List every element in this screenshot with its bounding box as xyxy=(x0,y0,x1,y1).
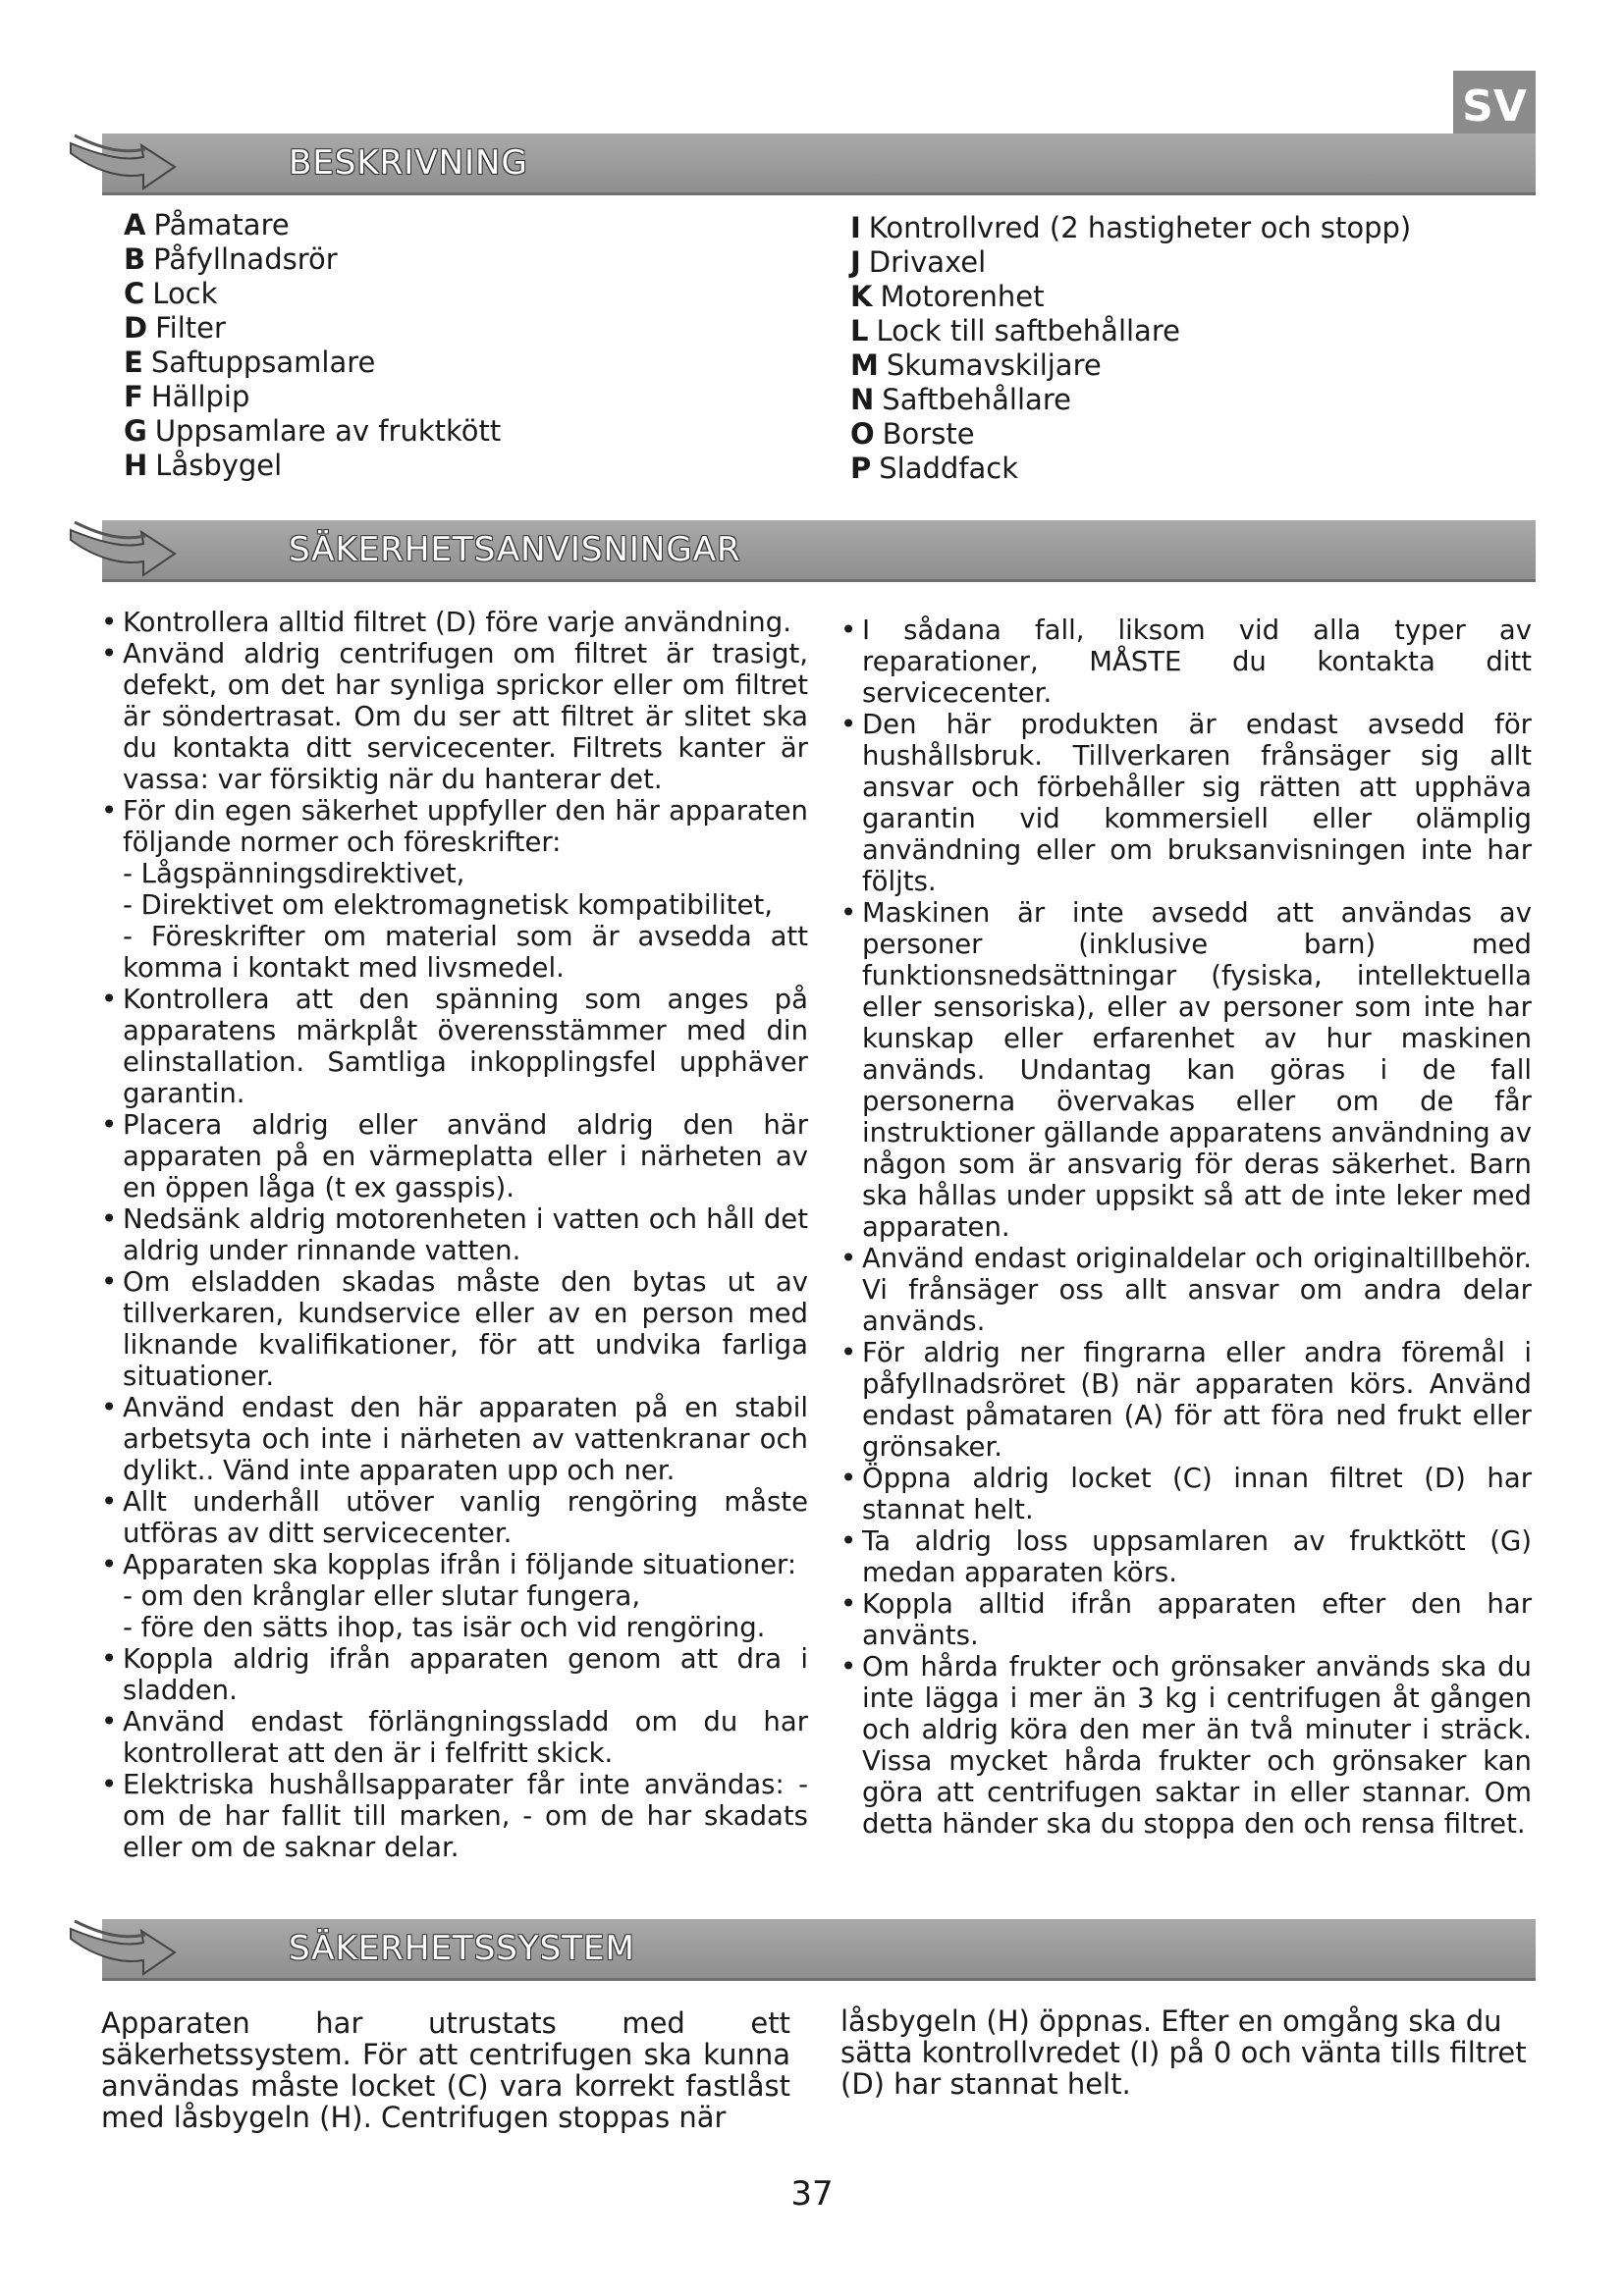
list-item: • Om hårda frukter och grönsaker används ska du inte lägga i mer än 3 kg i centrifugen åt gången och aldrig köra den mer än två minuter i sträck. Vissa mycket hårda frukter och grönsaker kan göra att centrifugen saktar in eller stannar. Om detta händer ska du stoppa den och rensa filtret. xyxy=(840,1651,1532,1840)
list-item: • Använd endast originaldelar och originaltillbehör. Vi frånsäger oss allt ansvar om andra delar används. xyxy=(840,1243,1532,1337)
list-item: • Koppla alltid ifrån apparaten efter den har använts. xyxy=(840,1588,1532,1651)
list-item: • Apparaten ska kopplas ifrån i följande situationer: xyxy=(101,1549,808,1580)
list-item: H Låsbygel xyxy=(124,449,283,482)
list-item: I Kontrollvred (2 hastigheter och stopp) xyxy=(850,211,1412,244)
list-item: G Uppsamlare av fruktkött xyxy=(124,414,502,448)
safety-column-left xyxy=(101,607,808,1863)
list-item: N Saftbehållare xyxy=(850,383,1071,416)
list-item: • Elektriska hushållsapparater får inte användas: - om de har fallit till marken, - om de har skadats eller om de saknar delar. xyxy=(101,1769,808,1863)
section-header-sakerhetsanvisningar xyxy=(102,520,1536,582)
list-subitem: - Direktivet om elektromagnetisk kompatibilitet, xyxy=(123,889,773,921)
list-item: M Skumavskiljare xyxy=(850,348,1102,382)
list-item: • Om elsladden skadas måste den bytas ut av tillverkaren, kundservice eller av en person med liknande kvalifikationer, för att undvika farliga situationer. xyxy=(101,1266,808,1392)
arrow-icon xyxy=(65,1913,183,1982)
list-item: • För aldrig ner fingrarna eller andra föremål i påfyllnadsröret (B) när apparaten körs. Använd endast påmataren (A) för att föra ned frukt eller grönsaker. xyxy=(840,1337,1532,1463)
list-item: F Hällpip xyxy=(124,380,250,413)
list-item: • Allt underhåll utöver vanlig rengöring måste utföras av ditt servicecenter. xyxy=(101,1486,808,1549)
list-item: D Filter xyxy=(124,311,226,345)
list-item: • Ta aldrig loss uppsamlaren av fruktkött (G) medan apparaten körs. xyxy=(840,1525,1532,1588)
safety-system-text-right: låsbygeln (H) öppnas. Efter en omgång ska du sätta kontrollvredet (I) på 0 och vänta tills filtret (D) har stannat helt. xyxy=(840,2004,1527,2101)
list-item: O Borste xyxy=(850,417,975,451)
page-number: 37 xyxy=(790,2174,834,2214)
section-header-sakerhetssystem xyxy=(102,1919,1536,1981)
section-title: SÄKERHETSSYSTEM xyxy=(289,1929,635,1968)
list-subitem: - Föreskrifter om material som är avsedda att komma i kontakt med livsmedel. xyxy=(123,921,808,984)
list-item: • Nedsänk aldrig motorenheten i vatten och håll det aldrig under rinnande vatten. xyxy=(101,1203,808,1266)
parts-list-left xyxy=(124,208,501,483)
section-title: BESKRIVNING xyxy=(289,143,528,183)
list-item: L Lock till saftbehållare xyxy=(850,314,1180,347)
parts-list-right xyxy=(850,211,1411,486)
list-item: • Den här produkten är endast avsedd för hushållsbruk. Tillverkaren frånsäger sig allt ansvar och förbehåller sig rätten att upphäva garantin vid kommersiell eller olämplig användning eller om bruksanvisningen inte har följts. xyxy=(840,709,1532,897)
list-item: • Använd endast förlängningssladd om du har kontrollerat att den är i felfritt skick. xyxy=(101,1706,808,1769)
section-title: SÄKERHETSANVISNINGAR xyxy=(289,530,741,569)
list-item: P Sladdfack xyxy=(850,452,1019,485)
list-item: • Placera aldrig eller använd aldrig den här apparaten på en värmeplatta eller i närheten av en öppen låga (t ex gasspis). xyxy=(101,1109,808,1203)
section-header-beskrivning xyxy=(102,133,1536,195)
list-item: • Öppna aldrig locket (C) innan filtret (D) har stannat helt. xyxy=(840,1463,1532,1525)
list-item: E Saftuppsamlare xyxy=(124,346,376,379)
list-item: • I sådana fall, liksom vid alla typer av reparationer, MÅSTE du kontakta ditt servicecenter. xyxy=(840,614,1532,709)
language-tab: SV xyxy=(1453,71,1536,141)
list-subitem: - om den krånglar eller slutar fungera, xyxy=(123,1580,641,1612)
list-item: C Lock xyxy=(124,277,218,310)
list-item: • Kontrollera alltid filtret (D) före varje användning. xyxy=(101,607,808,638)
safety-column-right xyxy=(840,614,1532,1840)
list-item: A Påmatare xyxy=(124,208,290,241)
list-item: • Använd aldrig centrifugen om filtret är trasigt, defekt, om det har synliga sprickor eller om filtret är söndertrasat. Om du ser att filtret är slitet ska du kontakta ditt servicecenter. Filtrets kanter är vassa: var försiktig när du hanterar det. xyxy=(101,638,808,795)
list-item: J Drivaxel xyxy=(850,245,987,279)
list-subitem: - före den sätts ihop, tas isär och vid rengöring. xyxy=(123,1612,766,1643)
list-item: • För din egen säkerhet uppfyller den här apparaten följande normer och föreskrifter: xyxy=(101,795,808,858)
list-item: B Påfyllnadsrör xyxy=(124,242,338,276)
arrow-icon xyxy=(65,514,183,583)
list-item: • Maskinen är inte avsedd att användas av personer (inklusive barn) med funktionsnedsättningar (fysiska, intellektuella eller sensoriska), eller av personer som inte har kunskap eller erfarenhet av hur maskinen används. Undantag kan göras i de fall personerna övervakas eller om de får instruktioner gällande apparatens användning av någon som är ansvarig för deras säkerhet. Barn ska hållas under uppsikt så att de inte leker med apparaten. xyxy=(840,897,1532,1243)
list-item: K Motorenhet xyxy=(850,280,1045,313)
list-item: • Koppla aldrig ifrån apparaten genom att dra i sladden. xyxy=(101,1643,808,1706)
safety-system-text-left: Apparaten har utrustats med ett säkerhetssystem. För att centrifugen ska kunna användas måste locket (C) vara korrekt fastlåst med låsbygeln (H). Centrifugen stoppas när xyxy=(101,2006,790,2134)
list-item: • Använd endast den här apparaten på en stabil arbetsyta och inte i närheten av vattenkranar och dylikt.. Vänd inte apparaten upp och ner. xyxy=(101,1392,808,1486)
arrow-icon xyxy=(65,128,183,196)
list-subitem: - Lågspänningsdirektivet, xyxy=(123,858,465,889)
list-item: • Kontrollera att den spänning som anges på apparatens märkplåt överensstämmer med din elinstallation. Samtliga inkopplingsfel upphäver garantin. xyxy=(101,984,808,1109)
